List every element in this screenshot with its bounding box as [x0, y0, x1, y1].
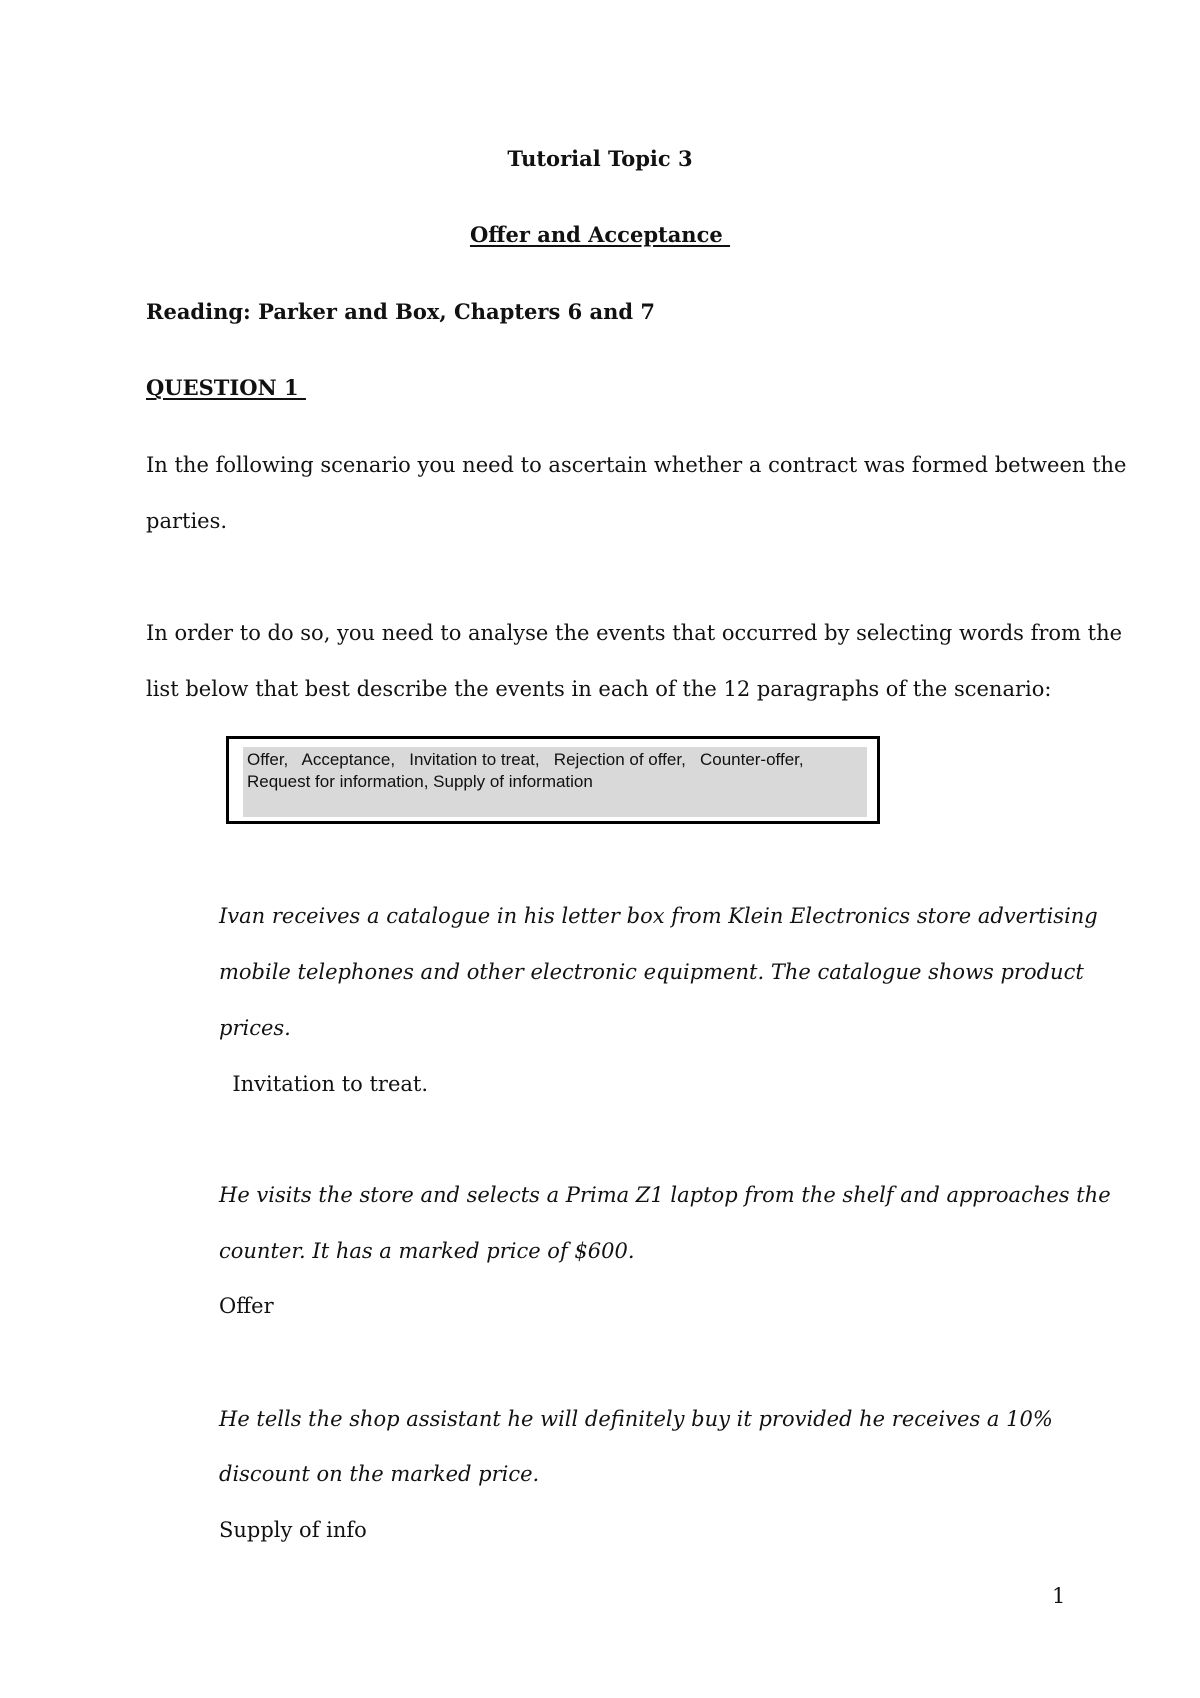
scenario-2-line-2: counter. It has a marked price of $600.	[219, 1239, 635, 1263]
scenario-3-answer: Supply of info	[219, 1518, 367, 1542]
instruction-line-2: list below that best describe the events in each of the 12 paragraphs of the scenario:	[146, 677, 1052, 701]
word-list-shaded-area	[243, 747, 867, 817]
scenario-2-line-1: He visits the store and selects a Prima Z1 laptop from the shelf and approaches the	[219, 1183, 1111, 1207]
question-heading	[146, 375, 306, 401]
scenario-3-line-1: He tells the shop assistant he will definitely buy it provided he receives a 10%	[219, 1407, 1053, 1431]
instruction-line-1: In order to do so, you need to analyse the events that occurred by selecting words from the	[146, 621, 1123, 645]
subtitle-text: Offer and Acceptance	[469, 222, 731, 247]
word-list-line-2-text: Request for information, Supply of information	[247, 772, 593, 791]
word-list-box	[226, 736, 880, 824]
page-number: 1	[1052, 1584, 1066, 1608]
document-title: Tutorial Topic 3	[507, 146, 693, 171]
question-heading-text: QUESTION 1	[146, 375, 306, 400]
scenario-3-line-2: discount on the marked price.	[219, 1462, 540, 1486]
document-subtitle	[0, 222, 1200, 248]
word-list-line-1-text: Offer, Acceptance, Invitation to treat, Rejection of offer, Counter-offer,	[247, 750, 804, 769]
word-list-line-2	[247, 771, 863, 793]
intro-line-2: parties.	[146, 509, 228, 533]
word-list-line-1	[247, 749, 863, 771]
reading-line: Reading: Parker and Box, Chapters 6 and 7	[146, 299, 655, 324]
scenario-2-answer: Offer	[219, 1294, 274, 1318]
scenario-1-line-1: Ivan receives a catalogue in his letter box from Klein Electronics store advertising	[219, 904, 1098, 928]
intro-line-1: In the following scenario you need to ascertain whether a contract was formed between the	[146, 453, 1127, 477]
scenario-1-line-3: prices.	[219, 1016, 291, 1040]
scenario-1-answer: Invitation to treat.	[219, 1072, 429, 1096]
scenario-1-line-2: mobile telephones and other electronic equipment. The catalogue shows product	[219, 960, 1084, 984]
